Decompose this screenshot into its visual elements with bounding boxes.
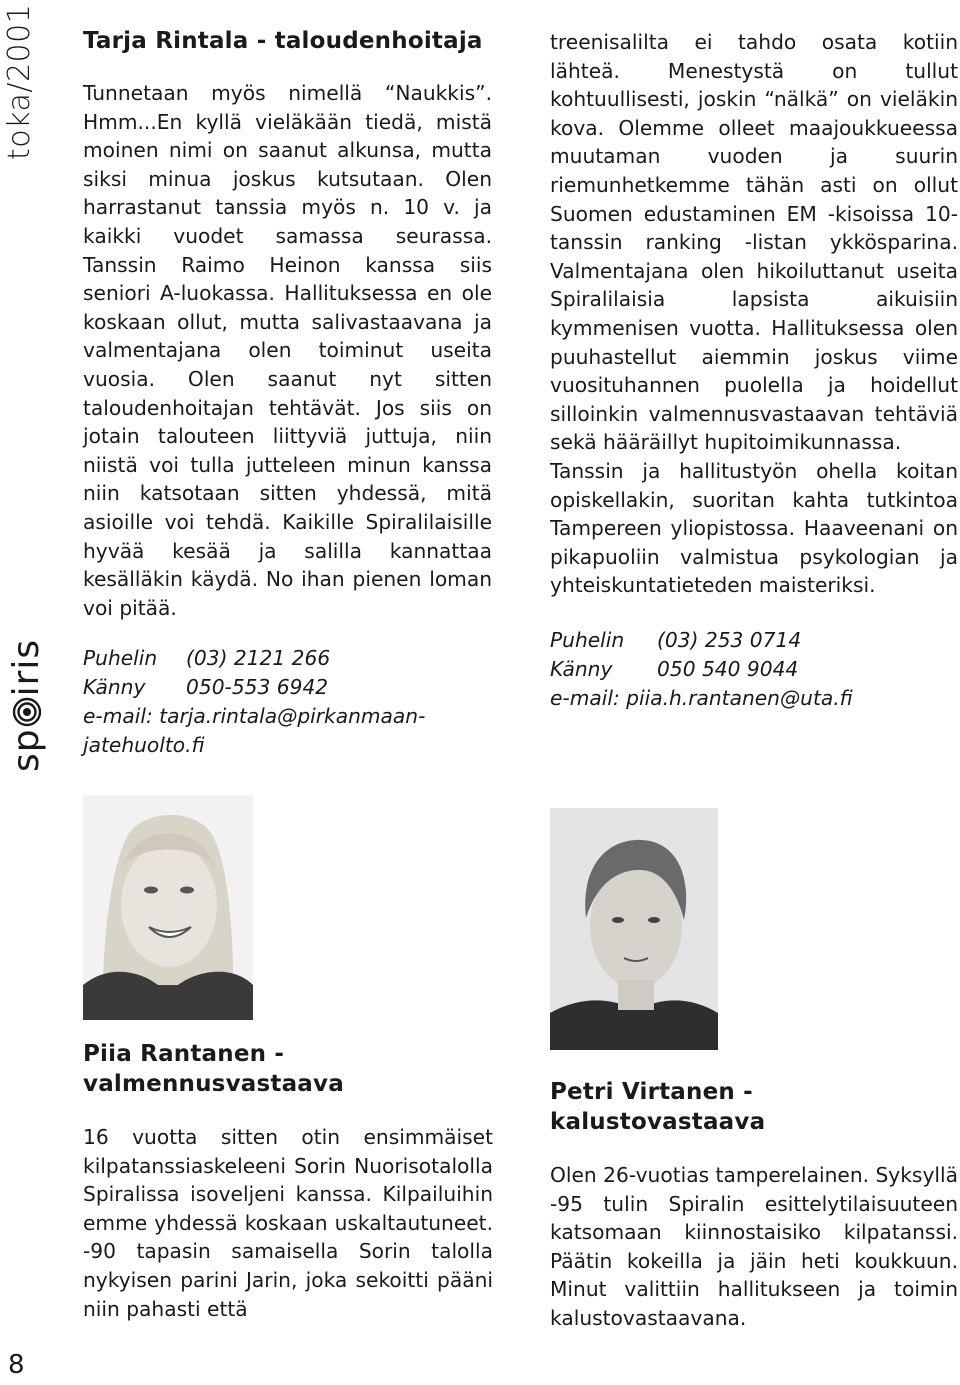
piia-photo [83,795,253,1020]
piia-continuation [550,28,958,713]
spiral-icon [12,697,42,727]
issue-label: toka/2001 [2,3,37,160]
petri-section [550,1077,958,1333]
mobile-number: 050 540 9044 [657,656,799,681]
tarja-section [83,26,492,760]
email-line-2: jatehuolto.fi [83,733,205,758]
piia-section [83,1039,493,1323]
petri-body: Olen 26-vuotias tamperelainen. Syksyllä -95 tulin Spiralin esittelytilaisuuteen katsomaan kiinnostaisiko kilpatanssi. Päätin kokeilla ja jäin heti koukkuun. Minut valittiin hallitukseen ja toimin kalustovastaavana. [550,1163,958,1330]
piia-body-studies: Tanssin ja hallitustyön ohella koitan opiskellakin, suoritan kahta tutkintoa Tampereen yliopistossa. Haaveenani on pikapuoliin valmistua psykologian ja yhteiskuntatieteden maisteriksi. [550,458,958,598]
petri-heading-line1: Petri Virtanen - [550,1079,753,1105]
email-line-1: e-mail: tarja.rintala@pirkanmaan- [83,704,426,729]
email-line: e-mail: piia.h.rantanen@uta.fi [550,685,853,710]
mobile-label: Känny [550,656,613,681]
piia-heading-line2: valmennusvastaava [83,1071,344,1097]
mobile-number: 050-553 6942 [186,675,329,700]
phone-label: Puhelin [550,627,625,652]
sidebar [0,0,60,1385]
phone-number: (03) 2121 266 [186,646,331,671]
petri-photo [550,808,718,1050]
piia-body-cont: treenisalilta ei tahdo osata kotiin lähteä. Menestystä on tullut kohtuullisesti, joskin “nälkä” on vieläkin kova. Olemme olleet maajoukkueessa muutaman vuoden ja suurin riemunhetkemme tähän asti on ollut Suomen edustaminen EM -kisoissa 10-tanssin ranking -listan ykkösparina. Valmentajana olen hikoiluttanut useita Spiralilaisia lapsista aikuisiin kymmenisen vuotta. Hallituksessa olen puuhastellut aiemmin joskus viime vuosituhannen puolella ja hoidellut silloinkin valmennusvastaavan tehtäviä sekä hääräillyt hupitoimikunnassa. [550,30,958,455]
phone-number: (03) 253 0714 [657,627,802,652]
page-number: 8 [8,1350,25,1380]
petri-heading-line2: kalustovastaava [550,1109,766,1135]
mobile-label: Känny [83,675,146,700]
piia-contact [550,626,958,713]
tarja-contact [83,644,492,760]
tarja-heading: Tarja Rintala - taloudenhoitaja [83,28,483,54]
tarja-body: Tunnetaan myös nimellä “Naukkis”. Hmm...En kyllä vieläkään tiedä, mistä moinen nimi on saanut alkunsa, mutta siksi minua joskus kutsutaan. Olen harrastanut tanssia myös n. 10 v. ja kaikki vuodet samassa seurassa. Tanssin Raimo Heinon kanssa siis seniori A-luokassa. Hallituksessa en ole koskaan ollut, mutta salivastaavana ja valmentajana olen toiminut useita vuosia. Olen saanut nyt sitten taloudenhoitajan tehtävät. Jos siis on jotain talouteen liittyviä juttuja, niin niistä voi tulla jutteleen minun kanssa niin katsotaan sitten yhdessä, mitä asioille voi tehdä. Kaikille Spiralilaisille hyvää kesää ja salilla kannattaa kesälläkin käydä. No ihan pienen loman voi pitää. [83,81,492,620]
piia-body: 16 vuotta sitten otin ensimmäiset kilpatanssiaskeleeni Sorin Nuorisotalolla Spiralissa isoveljeni kanssa. Kilpailuihin emme yhdessä koskaan uskaltautuneet. -90 tapasin samaisella Sorin talolla nykyisen parini Jarin, joka sekoitti pääni niin pahasti että [83,1125,493,1321]
spiiris-logo: sp iris [6,638,47,772]
phone-label: Puhelin [83,646,158,671]
piia-heading-line1: Piia Rantanen - [83,1041,285,1067]
